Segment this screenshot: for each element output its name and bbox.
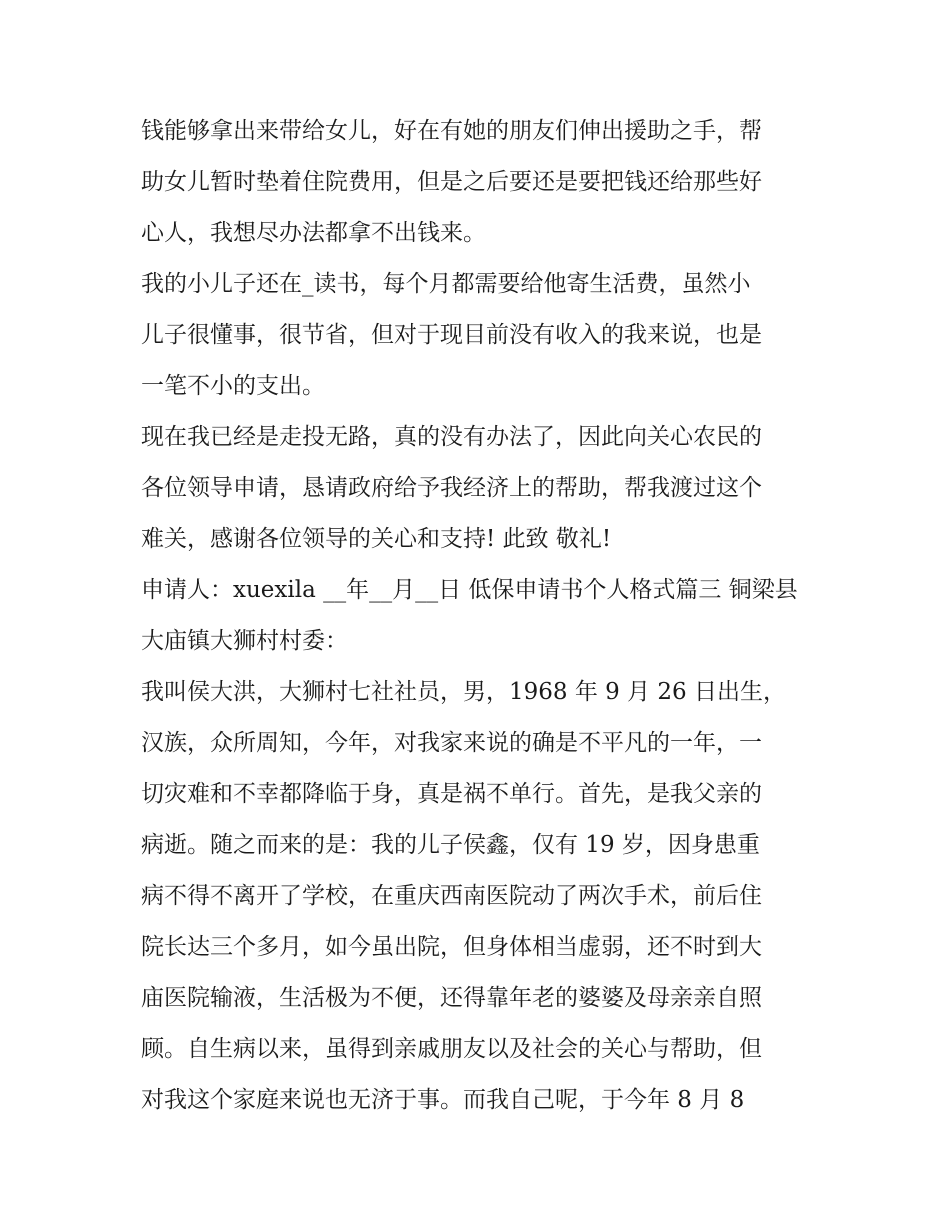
text-line: 我叫侯大洪，大狮村七社社员，男，1968 年 9 月 26 日出生， — [141, 679, 786, 705]
text-line: 庙医院输液，生活极为不便，还得靠年老的婆婆及母亲亲自照 — [141, 985, 762, 1011]
text-line: 钱能够拿出来带给女儿，好在有她的朋友们伸出援助之手，帮 — [141, 118, 762, 144]
text-line: 我的小儿子还在_读书，每个月都需要给他寄生活费，虽然小 — [141, 271, 751, 297]
paragraph-2 — [141, 259, 813, 412]
text-line: 汉族，众所周知，今年，对我家来说的确是不平凡的一年，一 — [141, 730, 762, 756]
text-line: 助女儿暂时垫着住院费用，但是之后要还是要把钱还给那些好 — [141, 169, 762, 195]
text-line: 各位领导申请，恳请政府给予我经济上的帮助，帮我渡过这个 — [141, 475, 762, 501]
text-line: 切灾难和不幸都降临于身，真是祸不单行。首先，是我父亲的 — [141, 781, 762, 807]
paragraph-3 — [141, 412, 813, 565]
text-line: 对我这个家庭来说也无济于事。而我自己呢，于今年 8 月 8 — [141, 1087, 745, 1113]
text-line: 难关，感谢各位领导的关心和支持! 此致 敬礼! — [141, 526, 612, 552]
text-line: 病逝。随之而来的是：我的儿子侯鑫，仅有 19 岁，因身患重 — [141, 832, 760, 858]
text-line: 心人，我想尽办法都拿不出钱来。 — [141, 220, 486, 246]
text-line: 病不得不离开了学校，在重庆西南医院动了两次手术，前后住 — [141, 883, 762, 909]
document-body — [141, 106, 813, 1126]
text-line: 申请人：xuexila __年__月__日 低保申请书个人格式篇三 铜梁县 — [141, 577, 798, 603]
text-line: 顾。自生病以来，虽得到亲戚朋友以及社会的关心与帮助，但 — [141, 1036, 762, 1062]
text-line: 大庙镇大狮村村委： — [141, 628, 348, 654]
paragraph-4 — [141, 565, 813, 667]
text-line: 儿子很懂事，很节省，但对于现目前没有收入的我来说，也是 — [141, 322, 762, 348]
paragraph-5 — [141, 667, 813, 1126]
text-line: 一笔不小的支出。 — [141, 373, 325, 399]
text-line: 现在我已经是走投无路，真的没有办法了，因此向关心农民的 — [141, 424, 762, 450]
text-line: 院长达三个多月，如今虽出院，但身体相当虚弱，还不时到大 — [141, 934, 762, 960]
paragraph-1 — [141, 106, 813, 259]
